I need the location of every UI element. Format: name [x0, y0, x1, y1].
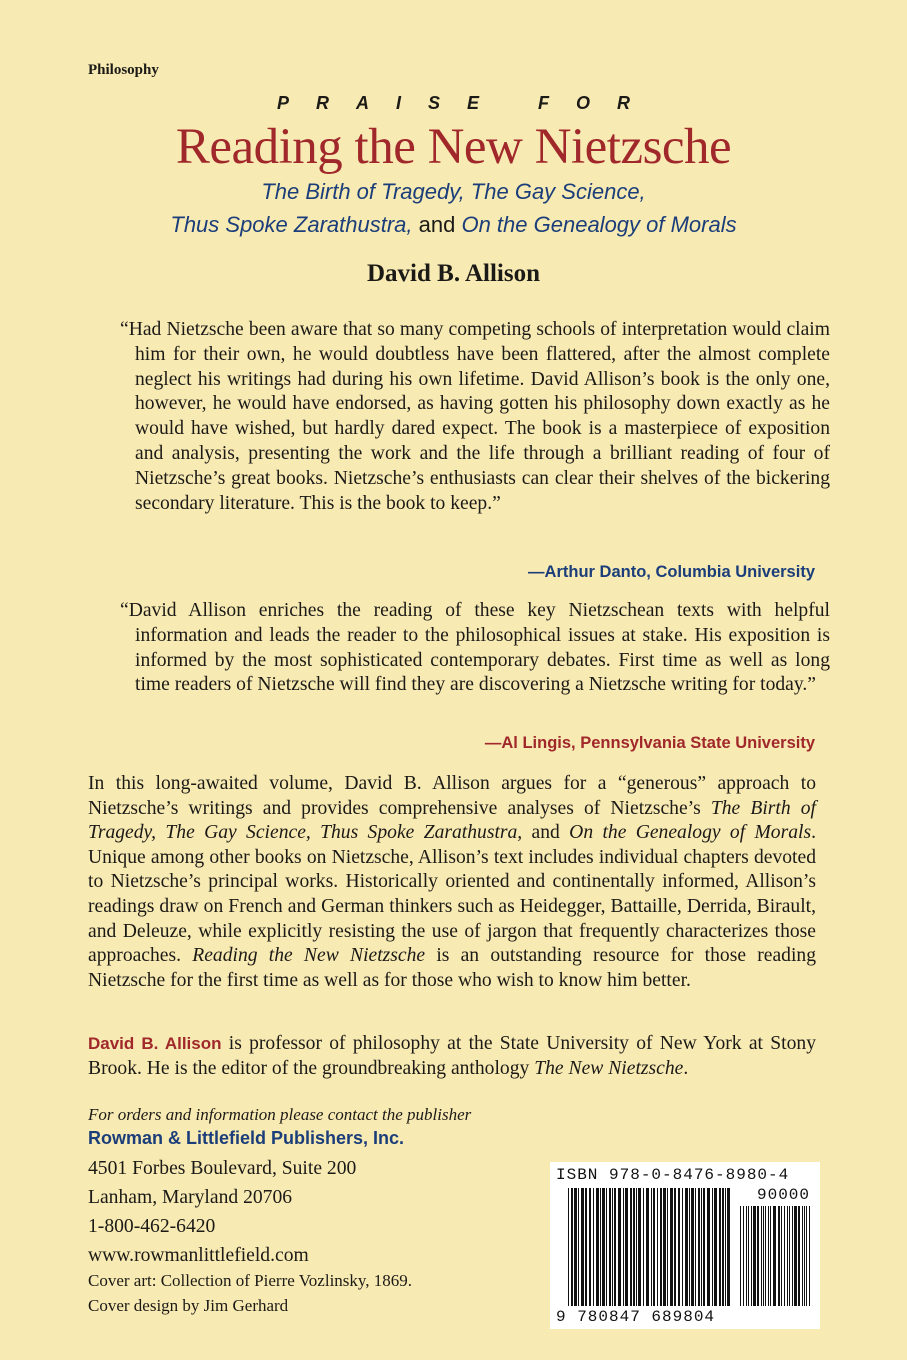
barcode-bar [638, 1188, 641, 1306]
barcode-bar [685, 1188, 688, 1306]
address-phone: 1-800-462-6420 [88, 1216, 216, 1237]
barcode-bar [792, 1206, 793, 1306]
barcode-bar [765, 1206, 766, 1306]
description-text: . Unique among other books on Nietzsche, Allison’s text includes individual chapters devoted to Nietzsche’s principal works. Historically oriented and continentally informed, Allison’s readings draw on French and German thinkers such as Heidegger, Battaille, Derrida, Birault, and Deleuze, while explicitly resisting the use of jargon that frequently characterizes those approaches. [88, 822, 816, 967]
barcode-bar [691, 1188, 694, 1306]
barcode-bar [778, 1206, 780, 1306]
barcode-bar [581, 1188, 584, 1306]
barcode-bar [725, 1188, 726, 1306]
barcode-bar [623, 1188, 624, 1306]
barcode-bar [781, 1206, 782, 1306]
barcode-bar [689, 1188, 690, 1306]
barcode-bar [722, 1188, 724, 1306]
quote-attribution-lingis: —Al Lingis, Pennsylvania State University [484, 734, 815, 752]
bio-end: . [683, 1057, 689, 1079]
bio-author-name: David B. Allison [88, 1034, 222, 1053]
barcode-bar [703, 1188, 705, 1306]
subtitle-and: and [418, 212, 456, 237]
barcode-bar [784, 1206, 785, 1306]
category-label: Philosophy [88, 62, 159, 78]
book-subtitle [0, 175, 907, 241]
barcode-bar [636, 1188, 637, 1306]
subtitle-line-1: The Birth of Tragedy, The Gay Science, [261, 179, 646, 204]
barcode-bar [714, 1188, 717, 1306]
barcode-bar [660, 1188, 662, 1306]
cover-art-credit: Cover art: Collection of Pierre Vozlinsky, 1869. [88, 1271, 413, 1290]
barcode-bar [806, 1206, 807, 1306]
barcode-bar [809, 1206, 810, 1306]
barcode-bar [802, 1206, 803, 1306]
price-code: 90000 [756, 1186, 810, 1204]
praise-heading: PRAISE FOR [276, 93, 657, 113]
barcode-bar [707, 1188, 710, 1306]
barcode-bar [585, 1188, 587, 1306]
publisher-address [88, 1154, 356, 1270]
barcode-bar [701, 1188, 702, 1306]
quote-text: “Had Nietzsche been aware that so many competing schools of interpretation would claim him for their own, he would doubtless have been flattered, after the almost complete neglect his writings had during his own lifetime. David Allison’s book is the only one, however, he would have endorsed, as having gotten his philosophy down exactly as he would have wished, but hardly dared expect. The book is a masterpiece of exposition and analysis, presenting the work and the life through a brilliant reading of four of Nietzsche’s great books. Nietzsche’s enthusiasts can clear their shelves of the bickering secondary literature. This is the book to keep.” [120, 319, 830, 514]
barcode-bar [643, 1188, 644, 1306]
barcode-bar [763, 1206, 764, 1306]
barcode-bar [804, 1206, 805, 1306]
description-titles: The Birth of Tragedy, The Gay Science, Thus Spoke Zarathustra, [88, 797, 816, 844]
ean-barcode-bars [568, 1188, 730, 1306]
barcode-bar [740, 1206, 741, 1306]
barcode-bar [618, 1188, 621, 1306]
barcode-bar [614, 1188, 616, 1306]
barcode-bar [787, 1206, 788, 1306]
barcode-bar [678, 1188, 680, 1306]
barcode-bar [578, 1188, 579, 1306]
description-title-book: Reading the New Nietzsche [192, 945, 426, 967]
barcode-bar [602, 1188, 605, 1306]
cover-design-credit: Cover design by Jim Gerhard [88, 1296, 289, 1315]
barcode-bar [753, 1206, 756, 1306]
praise-quote-danto [120, 318, 830, 516]
book-description [88, 772, 816, 993]
address-website: www.rowmanlittlefield.com [88, 1245, 309, 1266]
barcode-bar [743, 1206, 744, 1306]
barcode-bar [698, 1188, 700, 1306]
quote-text: “David Allison enriches the reading of these key Nietzschean texts with helpful information and leads the reader to the philosophical issues at stake. His exposition is informed by the most sophisticated contemporary debates. First time as well as long time readers of Nietzsche will find they are discovering a Nietzsche writing for today.” [120, 600, 830, 696]
barcode-bar [609, 1188, 611, 1306]
barcode-bar [727, 1188, 730, 1306]
barcode-bar [712, 1188, 713, 1306]
barcode-bar [682, 1188, 683, 1306]
barcode-bar [646, 1188, 649, 1306]
barcode-bar [773, 1206, 776, 1306]
barcode-bar [748, 1206, 749, 1306]
barcode-bar [600, 1188, 601, 1306]
address-street: 4501 Forbes Boulevard, Suite 200 [88, 1158, 357, 1179]
contact-intro: For orders and information please contact the publisher [88, 1105, 472, 1124]
subtitle-genealogy: On the Genealogy of Morals [461, 212, 737, 237]
barcode [550, 1162, 820, 1329]
barcode-bar [612, 1188, 613, 1306]
barcode-bar [651, 1188, 652, 1306]
barcode-bar [757, 1206, 759, 1306]
description-text: and [522, 822, 570, 844]
ean-digits: 9 780847 689804 [556, 1308, 716, 1326]
address-city: Lanham, Maryland 20706 [88, 1187, 293, 1208]
cover-credits [88, 1268, 412, 1318]
description-text: is an outstanding resource for those reading Nietzsche for the first time as well as for those who wish to know him better. [88, 945, 816, 991]
praise-quote-lingis [120, 599, 830, 698]
barcode-bar [667, 1188, 668, 1306]
author-bio [88, 1032, 816, 1081]
bio-text: is professor of philosophy at the State University of New York at Stony Brook. He is the editor of the groundbreaking anthology [88, 1033, 816, 1079]
publisher-name: Rowman & Littlefield Publishers, Inc. [88, 1128, 405, 1148]
bio-book-title: The New Nietzsche [534, 1057, 684, 1079]
barcode-bar [596, 1188, 599, 1306]
barcode-bar [768, 1206, 769, 1306]
barcode-bar [571, 1188, 573, 1306]
barcode-bar [630, 1188, 632, 1306]
barcode-bar [761, 1206, 762, 1306]
barcode-bar [657, 1188, 658, 1306]
barcode-bar [695, 1188, 696, 1306]
barcode-bar [670, 1188, 673, 1306]
barcode-bar [798, 1206, 800, 1306]
barcode-bar [751, 1206, 752, 1306]
barcode-bar [568, 1188, 569, 1306]
barcode-bar [719, 1188, 721, 1306]
subtitle-zarathustra: Thus Spoke Zarathustra, [170, 212, 413, 237]
author-name: David B. Allison [367, 260, 540, 287]
barcode-bar [589, 1188, 591, 1306]
isbn-text: ISBN 978-0-8476-8980-4 [556, 1166, 790, 1184]
barcode-bar [663, 1188, 666, 1306]
barcode-bar [653, 1188, 655, 1306]
barcode-bar [633, 1188, 635, 1306]
barcode-bar [593, 1188, 594, 1306]
barcode-bar [574, 1188, 577, 1306]
book-title: Reading the New Nietzsche [175, 119, 732, 175]
price-barcode-bars [740, 1206, 812, 1306]
barcode-bar [625, 1188, 628, 1306]
barcode-bar [674, 1188, 676, 1306]
barcode-bar [746, 1206, 747, 1306]
description-title-genealogy: On the Genealogy of Morals [569, 822, 812, 844]
barcode-bar [606, 1188, 607, 1306]
barcode-bar [770, 1206, 771, 1306]
description-text: In this long-awaited volume, David B. Allison argues for a “generous” approach to Nietzsche’s writings and provides comprehensive analyses of Nietzsche’s [88, 773, 816, 819]
barcode-bar [794, 1206, 797, 1306]
quote-attribution-danto: —Arthur Danto, Columbia University [528, 563, 815, 581]
barcode-bar [789, 1206, 790, 1306]
